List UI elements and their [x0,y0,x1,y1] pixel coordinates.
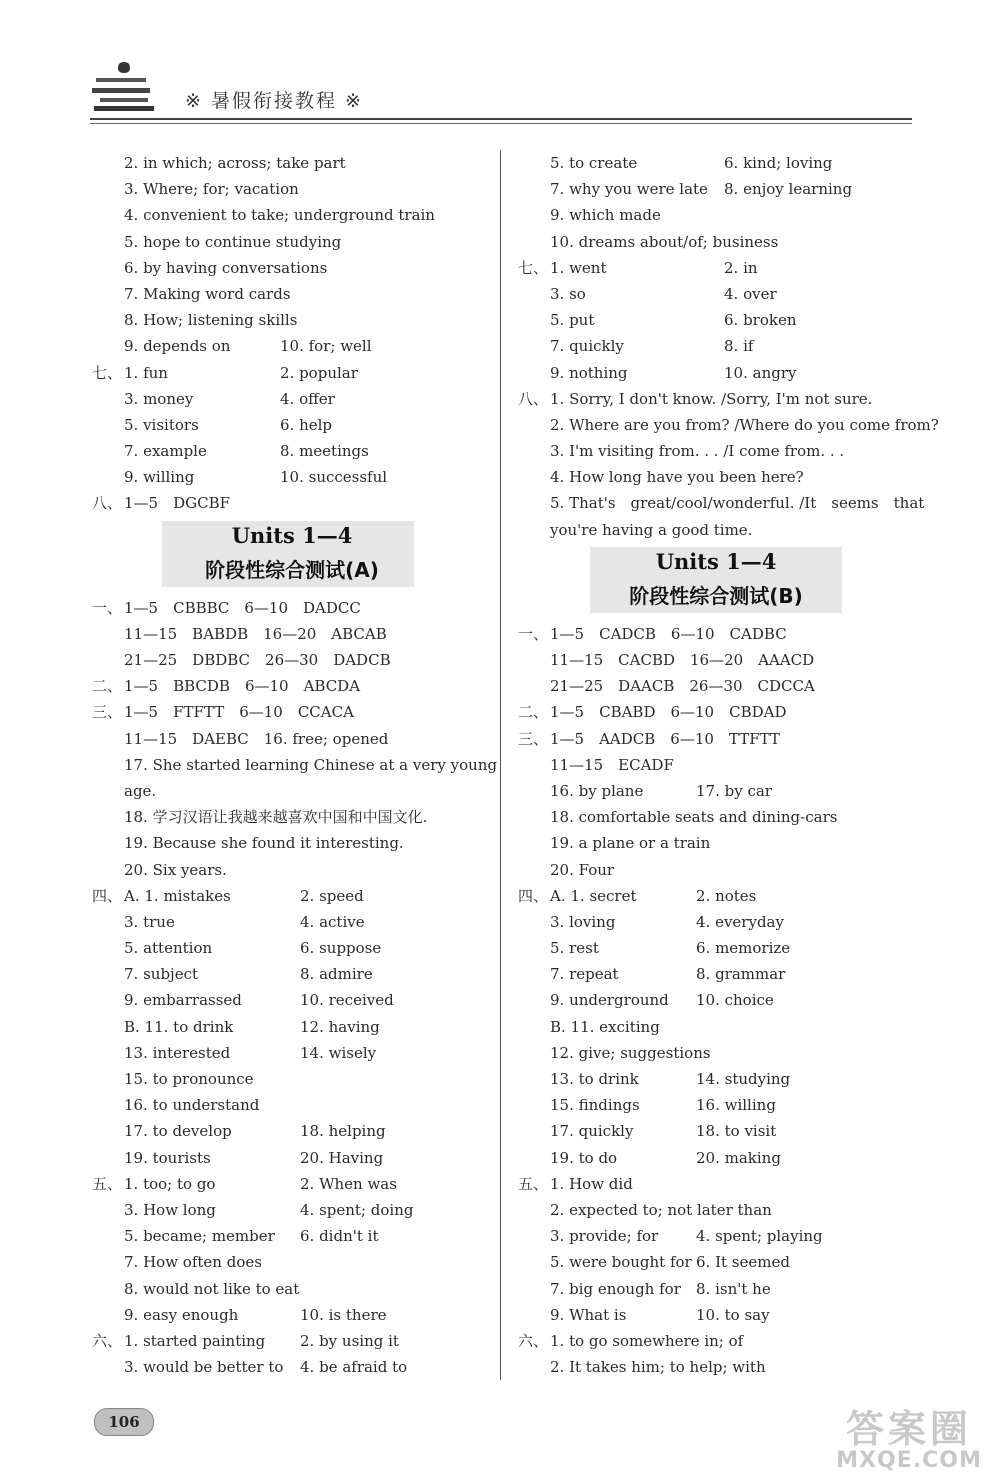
watermark-url: MXQE.COM [836,1448,982,1473]
answer-text: 1—5 CBABD 6—10 CBDAD [550,703,787,722]
answer-text-second: 8. grammar [696,965,786,984]
answer-text-second: 20. making [696,1148,781,1167]
answer-text: you're having a good time. [550,520,753,539]
answer-text: 11—15 DAEBC 16. free; opened [124,729,389,748]
answer-text: 1. to go somewhere in; of [550,1331,744,1350]
answer-line [92,412,492,438]
answer-line [92,1276,492,1302]
section-label: 六、 [518,1331,549,1350]
answer-line [518,857,914,883]
answer-text: 1. Sorry, I don't know. /Sorry, I'm not sure. [550,389,873,408]
answer-text: 5. hope to continue studying [124,232,342,251]
answer-text: 20. Six years. [124,860,227,879]
answer-text: 9. nothing [550,363,628,382]
answer-line [518,752,914,778]
answer-line [518,935,914,961]
answer-text: 1. went [550,258,607,277]
answer-line [518,255,914,281]
answer-line [92,281,492,307]
answer-text: 2. Where are you from? /Where do you come from? [550,415,939,434]
answer-line [518,202,914,228]
answer-line [92,1223,492,1249]
answer-text: age. [124,781,157,800]
answer-line [518,360,914,386]
answer-text: 15. to pronounce [124,1070,254,1088]
answer-text: 8. would not like to eat [124,1279,300,1298]
answer-text: 5. were bought for [550,1253,692,1272]
answer-text-second: 4. everyday [696,912,784,931]
answer-line [518,1092,914,1118]
answer-text: 12. give; suggestions [550,1043,711,1062]
answer-text: 3. How long [124,1200,216,1219]
answer-text-second: 6. memorize [696,939,791,958]
answer-text-second: 10. received [300,991,394,1010]
section-label: 六、 [92,1331,123,1350]
answer-text: 4. convenient to take; underground train [124,206,435,225]
answer-line [92,202,492,228]
stacked-books-icon [90,60,160,124]
answer-text: 1. fun [124,363,168,382]
answer-text: 9. which made [550,206,661,225]
left-answers-continued [92,150,492,517]
answer-line [518,726,914,752]
answer-line [518,333,914,359]
answer-text: 1—5 CADCB 6—10 CADBC [550,624,787,643]
answer-text: B. 11. to drink [124,1017,234,1036]
answer-text: 21—25 DAACB 26—30 CDCCA [550,677,815,696]
answer-text-second: 4. active [300,912,365,931]
answer-line [92,595,492,621]
answer-line [518,386,914,412]
answer-text: 13. to drink [550,1070,639,1088]
answer-text-second: 14. wisely [300,1043,377,1062]
answer-text: B. 11. exciting [550,1017,660,1036]
answer-text: 5. visitors [124,415,199,434]
answer-line [518,1118,914,1144]
answer-line [92,1145,492,1171]
answer-text: 3. true [124,912,175,931]
answer-line [92,176,492,202]
answer-text: 7. repeat [550,965,619,984]
section-label: 一、 [518,624,549,643]
section-label: 八、 [92,494,123,513]
answer-line [92,464,492,490]
answer-line [92,804,492,830]
answer-line [92,1040,492,1066]
answer-text: 5. attention [124,939,213,958]
answer-text-second: 17. by car [696,781,772,800]
answer-text: 3. would be better to [124,1358,284,1377]
answer-line [518,621,914,647]
answer-text: 7. big enough for [550,1279,681,1298]
answer-text: 19. a plane or a train [550,834,711,853]
answer-line [92,778,492,804]
answer-line [92,307,492,333]
answer-text: 5. put [550,311,595,330]
answer-line [518,150,914,176]
page-number: 106 [94,1408,154,1436]
answer-text-second: 4. spent; doing [300,1200,414,1219]
answer-line [92,1066,492,1092]
answer-text: 9. easy enough [124,1305,239,1324]
answer-line [518,909,914,935]
answer-line [92,1302,492,1328]
answer-text: 7. why you were late [550,180,708,199]
section-label: 五、 [92,1174,123,1193]
answer-line [518,1354,914,1380]
answer-text: 1—5 AADCB 6—10 TTFTT [550,729,780,748]
answer-text-second: 10. for; well [280,337,372,356]
answer-line [518,464,914,490]
answer-text: A. 1. mistakes [124,886,231,905]
answer-line [518,1276,914,1302]
answer-text: 10. dreams about/of; business [550,232,779,251]
answer-text: 20. Four [550,860,615,879]
section-label: 四、 [518,886,549,905]
answer-text: 1. How did [550,1174,633,1193]
answer-text-second: 10. angry [724,363,797,382]
answer-line [518,307,914,333]
answer-line [518,438,914,464]
header-rule [90,118,912,120]
answer-text-second: 2. When was [300,1174,397,1193]
answer-text-second: 2. speed [300,886,364,905]
section-label: 四、 [92,886,123,905]
answer-text: 7. How often does [124,1253,262,1272]
answer-text: 19. tourists [124,1148,211,1167]
answer-text: 13. interested [124,1043,231,1062]
section-label: 七、 [92,363,123,382]
answer-text: 11—15 CACBD 16—20 AAACD [550,651,815,669]
answer-text: 8. How; listening skills [124,311,298,330]
answer-text-second: 2. by using it [300,1331,399,1350]
answer-text-second: 6. suppose [300,939,382,958]
answer-text: 5. to create [550,154,638,172]
answer-line [518,1145,914,1171]
answer-line [92,150,492,176]
answer-text: 16. by plane [550,781,644,800]
answer-line [518,961,914,987]
answer-text: 7. quickly [550,337,624,356]
answer-text: 5. became; member [124,1227,275,1246]
answer-text: 7. subject [124,965,198,984]
left-column [92,150,498,1380]
answer-text: 19. to do [550,1148,618,1167]
answer-text-second: 4. spent; playing [696,1227,823,1246]
answer-line [92,1328,492,1354]
answer-text: 9. underground [550,991,669,1010]
answer-text: 7. Making word cards [124,284,291,303]
answer-text: 1—5 FTFTT 6—10 CCACA [124,703,354,722]
answer-text-second: 10. choice [696,991,774,1010]
header-rule-thin [90,123,912,124]
answer-text: 1—5 CBBBC 6—10 DADCC [124,598,361,617]
answer-text: 11—15 BABDB 16—20 ABCAB [124,624,387,643]
answer-text-second: 6. didn't it [300,1227,379,1246]
answer-text: 2. expected to; not later than [550,1200,772,1219]
answer-text-second: 18. helping [300,1122,386,1141]
page-header [90,60,912,130]
answer-line [518,804,914,830]
answer-text-second: 8. if [724,337,754,356]
answer-text: 17. to develop [124,1122,232,1141]
answer-text-second: 8. enjoy learning [724,180,853,199]
answer-text-second: 8. meetings [280,442,369,461]
test-b-answers [518,621,914,1380]
answer-text-second: 2. in [724,258,758,277]
answer-text: 19. Because she found it interesting. [124,834,404,853]
answer-line [518,1328,914,1354]
answer-line [92,987,492,1013]
answer-line [92,333,492,359]
answer-line [92,1092,492,1118]
answer-line [92,1171,492,1197]
answer-text: 2. in which; across; take part [124,154,346,172]
answer-line [518,1302,914,1328]
answer-text: 1. too; to go [124,1174,216,1193]
answer-line [518,778,914,804]
answer-text-second: 4. offer [280,389,335,408]
answer-line [518,987,914,1013]
answer-text: 21—25 DBDBC 26—30 DADCB [124,651,391,669]
answer-text: 18. comfortable seats and dining-cars [550,808,838,827]
answer-text: 1. started painting [124,1331,266,1350]
answer-line [92,883,492,909]
answer-line [92,1118,492,1144]
answer-line [518,1223,914,1249]
answer-line [518,673,914,699]
answer-line [92,621,492,647]
answer-text: 4. How long have you been here? [550,468,804,487]
answer-line [92,830,492,856]
answer-line [518,1249,914,1275]
answer-text: 17. quickly [550,1122,634,1141]
answer-line [518,517,914,543]
answer-text: 9. depends on [124,337,231,356]
answer-line [518,830,914,856]
answer-line [92,360,492,386]
answer-text: 15. findings [550,1096,640,1115]
answer-text-second: 10. to say [696,1305,770,1324]
answer-line [92,1014,492,1040]
answer-line [92,1249,492,1275]
section-label: 七、 [518,258,549,277]
answer-line [92,1354,492,1380]
section-label: 一、 [92,598,123,617]
watermark-logo-text: 答案圈 [845,1407,972,1451]
answer-line [92,673,492,699]
answer-text: 9. willing [124,468,195,487]
answer-text-second: 8. admire [300,965,373,984]
answer-text: 17. She started learning Chinese at a very young [124,755,498,774]
test-a-answers [92,595,498,1381]
right-column [518,150,939,1380]
answer-line [518,1040,914,1066]
section-title: 阶段性综合测试(B) [629,583,803,608]
answer-line [518,1197,914,1223]
answer-line [518,647,914,673]
answer-line [518,699,914,725]
section-label: 三、 [518,729,549,748]
book-title: ※ 暑假衔接教程 ※ [185,90,363,112]
answer-text-second: 4. over [724,284,777,303]
answer-line [518,1171,914,1197]
section-heading-a [92,521,492,591]
answer-text: 3. Where; for; vacation [124,180,299,199]
answer-text: 5. That's great/cool/wonderful. /It seems that [550,494,925,513]
answer-text-second: 8. isn't he [696,1279,771,1298]
answer-line [92,229,492,255]
section-label: 二、 [518,703,549,722]
section-label: 五、 [518,1174,549,1193]
answer-line [518,490,925,516]
answer-text: 3. provide; for [550,1227,659,1246]
answer-text-second: 20. Having [300,1148,384,1167]
answer-text: 3. money [124,389,194,408]
answer-text: 9. What is [550,1305,627,1324]
answer-text-second: 6. It seemed [696,1253,790,1272]
answer-text: 18. 学习汉语让我越来越喜欢中国和中国文化. [124,808,428,827]
answer-text: 6. by having conversations [124,258,328,277]
answer-text: 2. It takes him; to help; with [550,1358,766,1377]
section-label: 八、 [518,389,549,408]
answer-text: 3. I'm visiting from. . . /I come from. . . [550,442,845,461]
answer-line [92,961,492,987]
answer-line [92,490,492,516]
answer-line [92,647,492,673]
answer-text-second: 16. willing [696,1096,776,1115]
answer-text-second: 12. having [300,1017,380,1036]
answer-text-second: 10. is there [300,1305,387,1324]
answer-line [92,438,492,464]
answer-text-second: 18. to visit [696,1122,777,1141]
answer-line [518,883,914,909]
answer-line [92,386,492,412]
answer-line [92,857,492,883]
answer-line [92,255,492,281]
answer-text-second: 2. popular [280,363,358,382]
answer-text: 9. embarrassed [124,991,242,1010]
answer-text: 11—15 ECADF [550,755,674,774]
watermark [820,1398,998,1476]
answer-text: 3. so [550,284,586,303]
answer-line [92,752,498,778]
answer-line [518,229,914,255]
section-units: Units 1—4 [231,522,353,548]
answer-text: 5. rest [550,939,599,958]
answer-text-second: 6. broken [724,311,797,330]
section-units: Units 1—4 [655,548,777,574]
answer-text-second: 14. studying [696,1070,791,1088]
answer-text-second: 6. help [280,415,333,434]
answer-line [518,412,939,438]
section-heading-b [518,547,914,617]
answer-line [92,1197,492,1223]
right-answers-continued [518,150,939,543]
answer-line [92,935,492,961]
answer-line [518,1014,914,1040]
section-label: 二、 [92,677,123,696]
answer-text-second: 10. successful [280,468,388,487]
answer-line [92,726,492,752]
answer-text-second: 4. be afraid to [300,1358,408,1377]
answer-text: 1—5 DGCBF [124,494,231,513]
answer-text: 3. loving [550,912,616,931]
answer-text-second: 2. notes [696,886,757,905]
answer-line [518,281,914,307]
answer-text: 7. example [124,442,207,461]
answer-text: 16. to understand [124,1096,260,1115]
answer-line [92,699,492,725]
column-divider [500,150,501,1380]
answer-text: A. 1. secret [550,886,637,905]
answer-text-second: 6. kind; loving [724,154,833,172]
section-label: 三、 [92,703,123,722]
answer-line [518,1066,914,1092]
answer-line [518,176,914,202]
answer-line [92,909,492,935]
answer-text: 1—5 BBCDB 6—10 ABCDA [124,677,361,696]
section-title: 阶段性综合测试(A) [205,557,379,582]
